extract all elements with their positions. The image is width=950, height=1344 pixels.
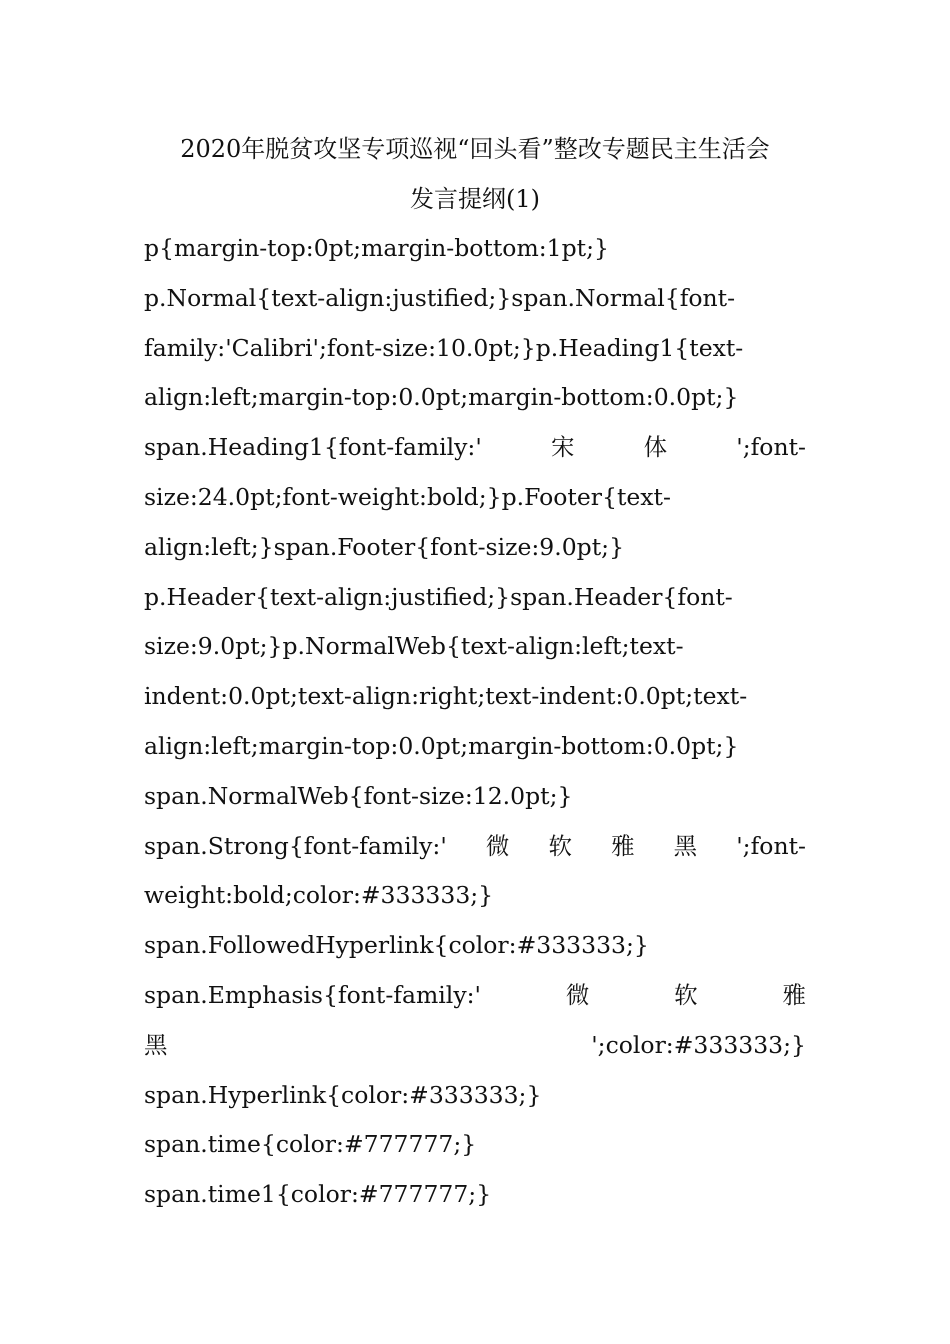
text-segment: span.Heading1{font-family:' (144, 433, 482, 462)
text-segment: span.Strong{font-family:' (144, 831, 447, 860)
text-line: span.time{color:#777777;} (144, 1130, 477, 1159)
text-line: family:'Calibri';font-size:10.0pt;}p.Heading1{text- (144, 333, 744, 362)
text-line: span.Hyperlink{color:#333333;} (144, 1080, 542, 1109)
text-line: size:9.0pt;}p.NormalWeb{text-align:left;text- (144, 632, 684, 661)
text-line: p.Normal{text-align:justified;}span.Normal{font- (144, 283, 736, 312)
text-line: p{margin-top:0pt;margin-bottom:1pt;} (144, 234, 609, 262)
text-line: weight:bold;color:#333333;} (144, 881, 494, 910)
text-segment: ';font- (736, 433, 806, 462)
text-line: align:left;}span.Footer{font-size:9.0pt;} (144, 532, 625, 561)
text-line: span.FollowedHyperlink{color:#333333;} (144, 931, 649, 960)
text-line: indent:0.0pt;text-align:right;text-indent:0.0pt;text- (144, 682, 748, 711)
text-segment: span.Emphasis{font-family:' (144, 980, 481, 1009)
text-segment: 宋 (550, 433, 575, 462)
text-segment: 雅 (611, 831, 635, 860)
document-content (144, 124, 806, 1220)
text-segment: 微 (565, 980, 590, 1009)
text-line: span.time1{color:#777777;} (144, 1180, 492, 1209)
text-line-justified (144, 423, 806, 473)
text-segment: 微 (485, 831, 510, 860)
text-segment: 黑 (144, 1030, 168, 1059)
text-line: size:24.0pt;font-weight:bold;}p.Footer{text- (144, 482, 671, 511)
text-line: align:left;margin-top:0.0pt;margin-bottom:0.0pt;} (144, 731, 739, 760)
text-segment: 软 (548, 831, 572, 860)
text-segment: 雅 (782, 980, 806, 1009)
text-line: align:left;margin-top:0.0pt;margin-bottom:0.0pt;} (144, 383, 739, 412)
text-line: p.Header{text-align:justified;}span.Header{font- (144, 582, 733, 611)
text-line-justified (144, 822, 806, 872)
text-segment: 体 (643, 433, 668, 462)
document-title-line-2: 发言提纲(1) (410, 185, 540, 213)
text-segment: 黑 (673, 831, 698, 860)
text-line-justified (144, 971, 806, 1021)
text-segment: ';color:#333333;} (591, 1030, 806, 1059)
text-segment: ';font- (736, 831, 806, 860)
text-line: span.NormalWeb{font-size:12.0pt;} (144, 781, 573, 810)
text-segment: 软 (674, 980, 698, 1009)
text-line-justified (144, 1021, 806, 1071)
document-title-line-1: 2020年脱贫攻坚专项巡视“回头看”整改专题民主生活会 (180, 135, 770, 163)
